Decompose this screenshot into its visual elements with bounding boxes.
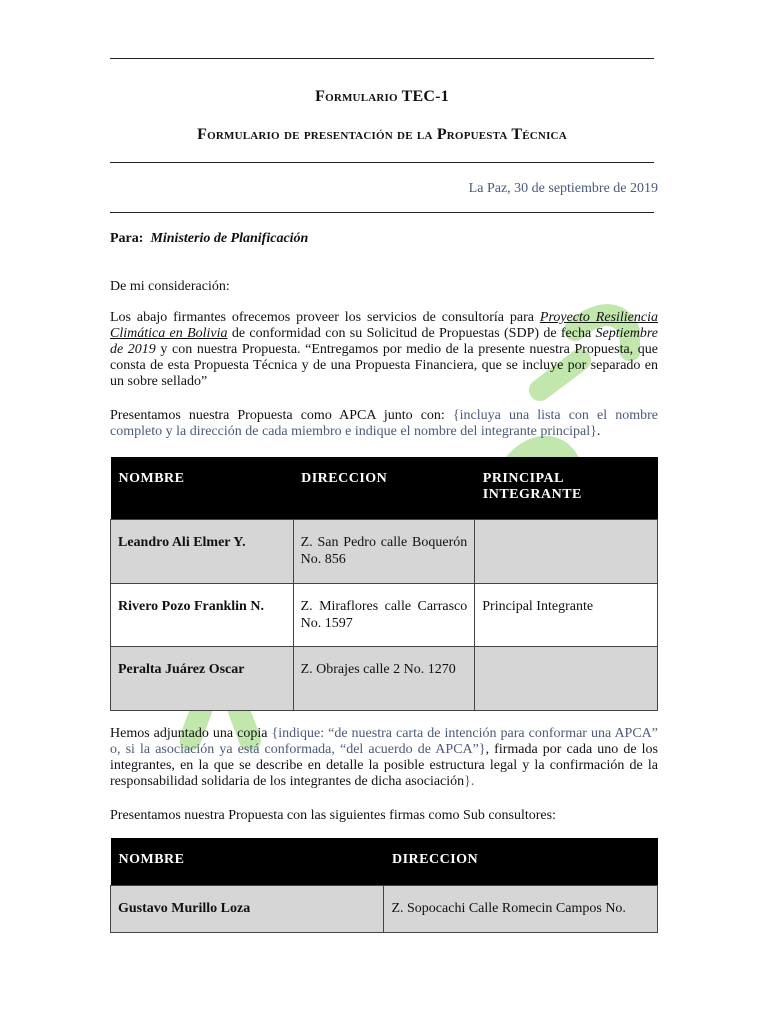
recipient-label: Para: [110, 231, 144, 246]
intro-paragraph [110, 310, 658, 390]
subconsultants-intro: Presentamos nuestra Propuesta con las siguientes firmas como Sub consultores: [110, 808, 556, 823]
apca-lead: Presentamos nuestra Propuesta como APCA junto con: [110, 408, 453, 423]
member-address: Z. Miraflores calle Carrasco No. 1597 [293, 583, 475, 646]
date-line: La Paz, 30 de septiembre de 2019 [468, 181, 658, 196]
copy-rest: , firmada por cada uno de los integrantes, en la que se describe en detalle la posible estructura legal y la confirmación de la responsabilidad solidaria de los integrantes de dicha asociación [110, 742, 659, 789]
recipient-name: Ministerio de Planificación [150, 231, 309, 246]
form-title: Formulario TEC-1 [315, 88, 449, 105]
top-rule [110, 58, 654, 59]
intro-text-2: de conformidad con su Solicitud de Propuestas (SDP) de fecha [227, 326, 596, 341]
apca-paragraph [110, 408, 658, 440]
sdp-date: Septiembre de 2019 [110, 326, 658, 357]
sub-name: Gustavo Murillo Loza [111, 885, 384, 932]
copy-end: }. [464, 774, 475, 789]
apca-instruction: {incluya una lista con el nombre completo y la dirección de cada miembro e indique el nombre del integrante principal} [110, 408, 658, 439]
intro-text-1: Los abajo firmantes ofrecemos proveer los servicios de consultoría para [110, 310, 540, 325]
table-row [111, 646, 658, 710]
apca-end: . [596, 424, 601, 439]
rule-under-date [110, 212, 654, 213]
member-name: Rivero Pozo Franklin N. [111, 583, 294, 646]
copy-instruction: {indique: “de nuestra carta de intención para conformar una APCA” o, si la asociación ya está conformada, “del acuerdo de APCA”} [110, 726, 659, 757]
members-table-header [111, 457, 658, 519]
recipient-line [110, 231, 658, 247]
member-principal: Principal Integrante [475, 583, 658, 646]
header-nombre: NOMBRE [111, 457, 294, 519]
table-row [111, 519, 658, 583]
member-principal [475, 646, 658, 710]
sub-table-header [111, 838, 658, 885]
header-direccion: DIRECCION [384, 838, 658, 885]
member-address: Z. San Pedro calle Boquerón No. 856 [293, 519, 475, 583]
member-name: Leandro Ali Elmer Y. [111, 519, 294, 583]
members-table [110, 457, 658, 711]
header-principal: PRINCIPAL INTEGRANTE [475, 457, 658, 519]
subconsultants-table [110, 838, 658, 933]
copy-lead: Hemos adjuntado una copia [110, 726, 272, 741]
header-nombre: NOMBRE [111, 838, 384, 885]
intro-text-3: y con nuestra Propuesta. “Entregamos por medio de la presente nuestra Propuesta, que consta de esta Propuesta Técnica y de una Propuesta Financiera, que se incluye por separado en un sobre sellado” [110, 342, 658, 389]
member-principal [475, 519, 658, 583]
table-row [111, 583, 658, 646]
sub-address: Z. Sopocachi Calle Romecin Campos No. [384, 885, 658, 932]
project-name: Proyecto Resiliencia Climática en Bolivia [110, 310, 659, 341]
member-name: Peralta Juárez Oscar [111, 646, 294, 710]
table-row [111, 885, 658, 932]
form-subtitle: Formulario de presentación de la Propuesta Técnica [197, 126, 567, 143]
salutation: De mi consideración: [110, 279, 230, 294]
copy-paragraph [110, 726, 658, 790]
member-address: Z. Obrajes calle 2 No. 1270 [293, 646, 475, 710]
header-direccion: DIRECCION [293, 457, 475, 519]
rule-under-title [110, 162, 654, 163]
